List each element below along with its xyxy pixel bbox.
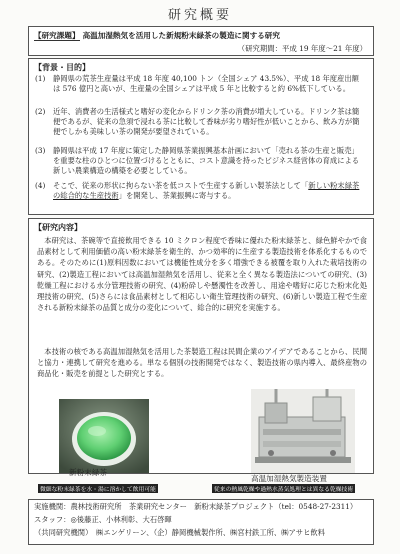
background-item xyxy=(35,107,365,136)
background-item xyxy=(35,146,365,175)
research-topic-box xyxy=(28,26,374,56)
topic-label: 【研究課題】 xyxy=(34,31,80,40)
item-text: そこで、従来の形状に拘らない茶を低コストで生産する新しい製茶法として「新しい粉末緑茶の総合的な生産技術」を開発し、茶業振興に寄与する。 xyxy=(53,181,360,200)
item-text: 近年、消費者の生活様式と嗜好の変化からドリンク茶の消費が増大している。ドリンク茶は簡便であるが、従来の急須で浸れる茶に比較して香味が劣り嗜好性が低いことから、飲み方が簡便でしかも美味しい茶の開発が要望されている。 xyxy=(53,107,360,136)
item-number: (2) xyxy=(35,107,46,116)
topic-title: 高温加湿熱気を活用した新規粉末緑茶の製造に関する研究 xyxy=(82,31,280,40)
machine-photo xyxy=(251,389,355,473)
content-heading: 【研究内容】 xyxy=(34,222,82,232)
footer-institution: 実施機関：農林技術研究所 茶業研究センター 新粉末緑茶プロジェクト（tel：0548-27-2311） xyxy=(34,502,358,511)
footer-staff: スタッフ：◎後藤正、小林利彰、大石啓暉 xyxy=(34,515,172,524)
tea-powder-subcaption: 微細な粉末緑茶を水・湯に溶かして飲用可能 xyxy=(38,484,158,493)
item-number: (4) xyxy=(35,181,46,190)
background-item xyxy=(35,74,365,94)
document-title: 研究概要 xyxy=(167,8,232,23)
item-number: (3) xyxy=(35,146,46,155)
item-text: 静岡県は平成 17 年度に策定した静岡県茶業振興基本計画において「売れる茶の生産と販売」を重要な柱のひとつに位置づけるとともに、コスト意識を持ったビジネス経営体の育成による新しい農業構造の構築を必要としている。 xyxy=(53,146,360,175)
background-item xyxy=(35,181,365,201)
content-paragraph-1: 本研究は、茶碗等で直接飲用できる 10 ミクロン程度で香味に優れた粉末緑茶と、緑色鮮やかで食品素材として利用価値の高い粉末緑茶を衛生的、かつ効率的に生産する製造技術を体系化するものである。そのために(1)原料因数においては機能性成分を多く増強できる被覆を取り入れた栽培技術の研究、(2)製造工程においては高温加湿熱気を活用し、従来と全く異なる製造法についての研究、(3)乾燥工程における水分管理技術の研究、(4)粉砕しや懸濁性を改善し、用途や嗜好に応じた粉末化処理技術の研究、(5)さらには食品素材として相応しい衛生管理技術の研究、(6)新しい製造工程で生産される新粉末緑茶の品質と成分の変化について、総合的に研究を実施する。 xyxy=(37,236,367,313)
implementation-footer xyxy=(28,499,374,545)
item-number: (1) xyxy=(35,74,46,83)
underlined-phrase: 新しい粉末緑茶の総合的な生産技術 xyxy=(53,181,360,200)
content-paragraph-2: 本技術の核である高温加湿熱気を活用した茶製造工程は民間企業のアイデアであることから、民間と協力・連携して研究を進める。単なる個別の技術開発ではなく、製造技術の県内導入、最終産物の商品化・販売を前提とした研究とする。 xyxy=(37,347,367,379)
tea-powder-caption: 新粉末緑茶 xyxy=(69,468,107,477)
machine-caption: 高温加湿熱気製造装置 xyxy=(251,474,327,483)
background-heading: 【背景・目的】 xyxy=(34,62,90,72)
research-content-section xyxy=(28,218,374,483)
footer-partners: （共同研究機関） ㈱エンゲリーン、（企）静岡機械製作所、㈱宮村鉄工所、㈱アサヒ飲料 xyxy=(34,528,325,537)
machine-illustration xyxy=(251,389,355,473)
tea-bowl-illustration xyxy=(59,399,149,473)
background-section xyxy=(28,58,374,215)
tea-powder-photo xyxy=(59,399,149,473)
item-text: 静岡県の荒茶生産量は平成 18 年度 40,100 トン（全国シェア 43.5%）、平成 18 年度産出額は 576 億円と高いが、生産量の全国シェアは平成 5 年と比較すると約 6%低下している。 xyxy=(53,74,359,93)
research-period: （研究期間：平成 19 年度～21 年度） xyxy=(237,44,367,53)
machine-subcaption: 従来の熱風乾燥や過熱水蒸気処理とは異なる乾燥技術 xyxy=(212,484,355,493)
topic-line xyxy=(34,30,280,41)
